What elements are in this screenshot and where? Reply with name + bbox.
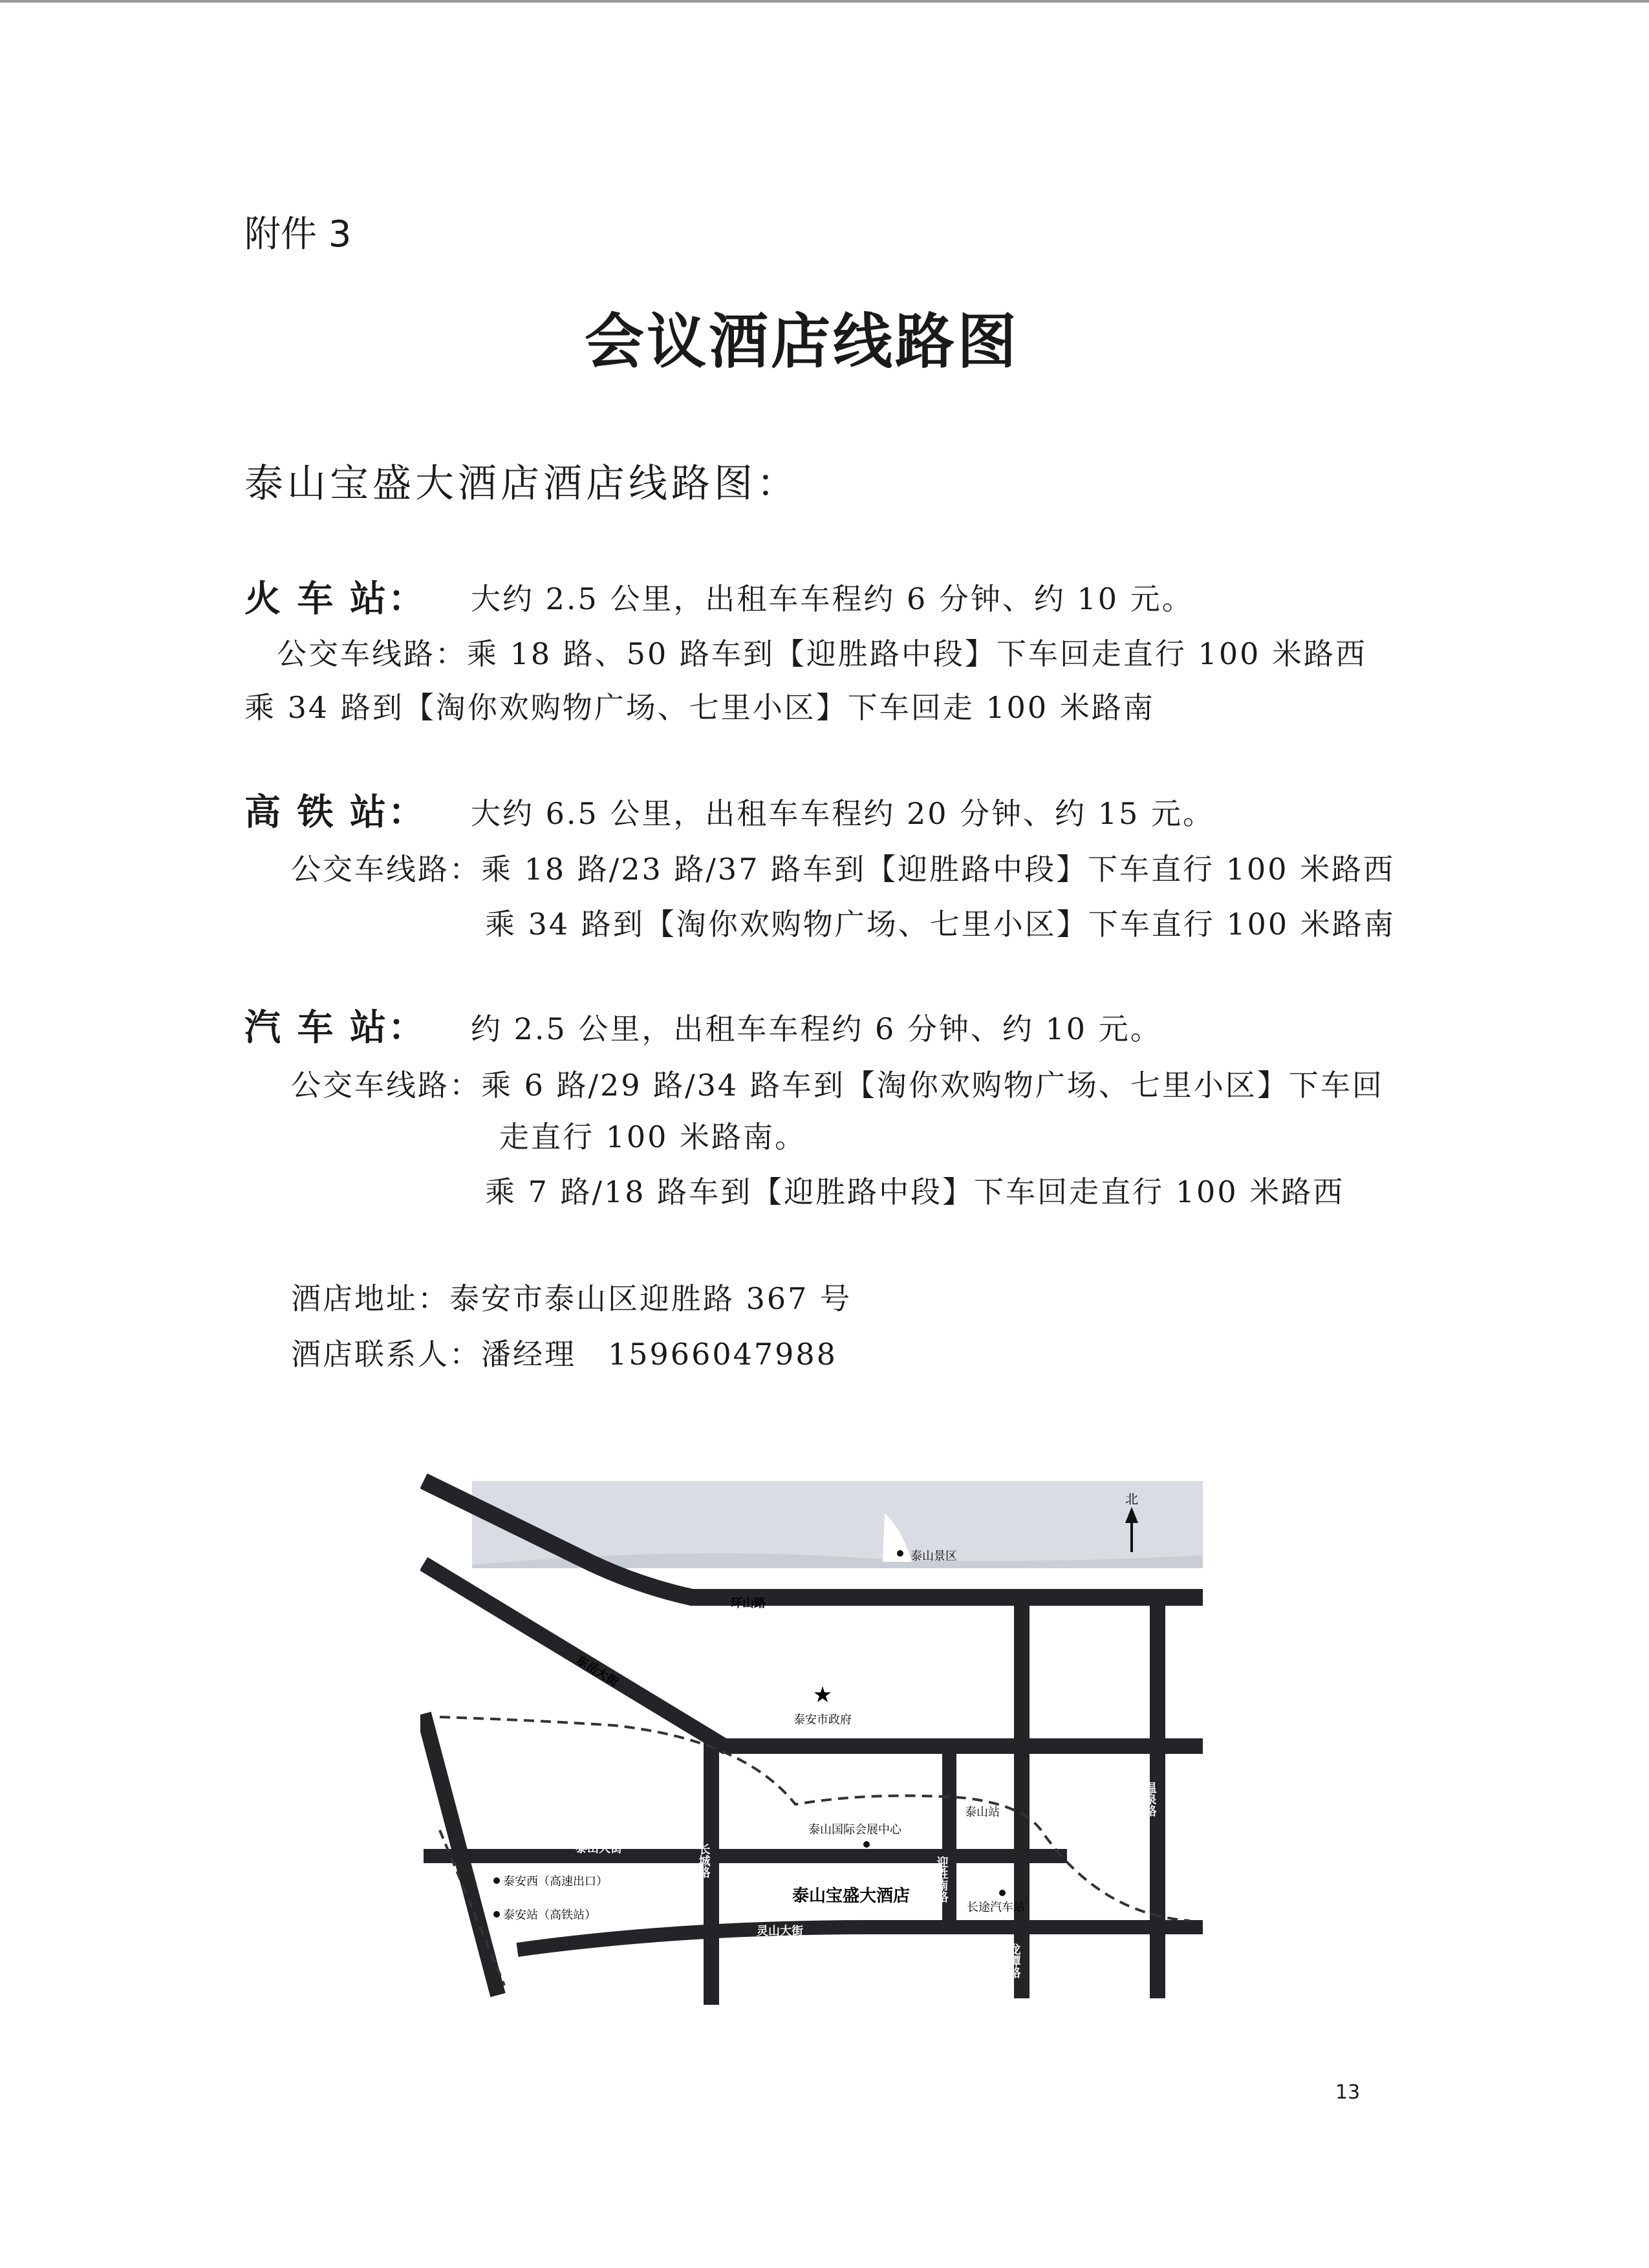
longtan-road-label: 龙潭路 <box>1007 1943 1021 1978</box>
government-star-icon: ★ <box>812 1682 833 1708</box>
dongyue-street-label: 东岳大街 <box>574 1653 621 1690</box>
bus-station-bus-1: 公交车线路：乘 6 路/29 路/34 路车到【淘你欢购物广场、七里小区】下车回 <box>291 1068 1384 1103</box>
taian-station-label: 泰安站（高铁站） <box>503 1908 596 1922</box>
taishan-station-label: 泰山站 <box>965 1806 1000 1819</box>
page-title: 会议酒店线路图 <box>584 307 1019 376</box>
hotel-address: 酒店地址：泰安市泰山区迎胜路 367 号 <box>291 1281 852 1316</box>
yingsheng-road-label: 迎胜南路 <box>934 1856 949 1903</box>
wenquan-road-label: 温泉路 <box>1143 1782 1157 1817</box>
attachment-label: 附件 3 <box>244 213 352 255</box>
huanshan-road-label: 环山路 <box>731 1597 766 1610</box>
changcheng-road-label: 长城路 <box>696 1843 711 1878</box>
expo-center-label: 泰山国际会展中心 <box>808 1823 901 1837</box>
scan-edge <box>0 0 1649 3</box>
scenic-area-label: 泰山景区 <box>911 1550 957 1563</box>
train-station-bus-2: 乘 34 路到【淘你欢购物广场、七里小区】下车回走 100 米路南 <box>244 690 1155 725</box>
bus-station-label: 汽 车 站： <box>244 1007 426 1049</box>
train-station-taxi: 大约 2.5 公里，出租车车程约 6 分钟、约 10 元。 <box>471 581 1194 616</box>
bus-station-taxi: 约 2.5 公里，出租车车程约 6 分钟、约 10 元。 <box>471 1011 1162 1046</box>
train-station-label: 火 车 站： <box>244 578 426 620</box>
hsr-station-bus-1: 公交车线路：乘 18 路/23 路/37 路车到【迎胜路中段】下车直行 100 米路西 <box>291 852 1396 887</box>
hsr-station-bus-2: 乘 34 路到【淘你欢购物广场、七里小区】下车直行 100 米路南 <box>485 907 1396 942</box>
taian-west-label: 泰安西（高速出口） <box>503 1875 608 1888</box>
lingshan-street <box>517 1927 1203 1950</box>
north-label: 北 <box>1125 1491 1138 1507</box>
government-label: 泰安市政府 <box>793 1713 852 1727</box>
page-number: 13 <box>1335 2081 1361 2104</box>
lingshan-street-label: 灵山大街 <box>757 1925 803 1938</box>
hsr-station-taxi: 大约 6.5 公里，出租车车程约 20 分钟、约 15 元。 <box>471 796 1214 831</box>
bus-station-map-label: 长途汽车站 <box>967 1901 1025 1914</box>
bus-station-bus-2: 乘 7 路/18 路车到【迎胜路中段】下车回走直行 100 米路西 <box>485 1174 1345 1209</box>
hsr-station-label: 高 铁 站： <box>244 792 426 834</box>
taishan-street-label: 泰山大街 <box>576 1842 622 1855</box>
hotel-label: 泰山宝盛大酒店 <box>792 1886 911 1906</box>
bus-station-marker <box>999 1890 1006 1896</box>
route-map <box>420 1468 1209 2005</box>
hotel-route-subtitle: 泰山宝盛大酒店酒店线路图： <box>244 461 799 506</box>
bus-station-bus-1-cont: 走直行 100 米路南。 <box>499 1119 807 1154</box>
hotel-contact: 酒店联系人：潘经理 15966047988 <box>291 1337 837 1372</box>
train-station-bus-1: 公交车线路：乘 18 路、50 路车到【迎胜路中段】下车回走直行 100 米路西 <box>277 636 1367 671</box>
